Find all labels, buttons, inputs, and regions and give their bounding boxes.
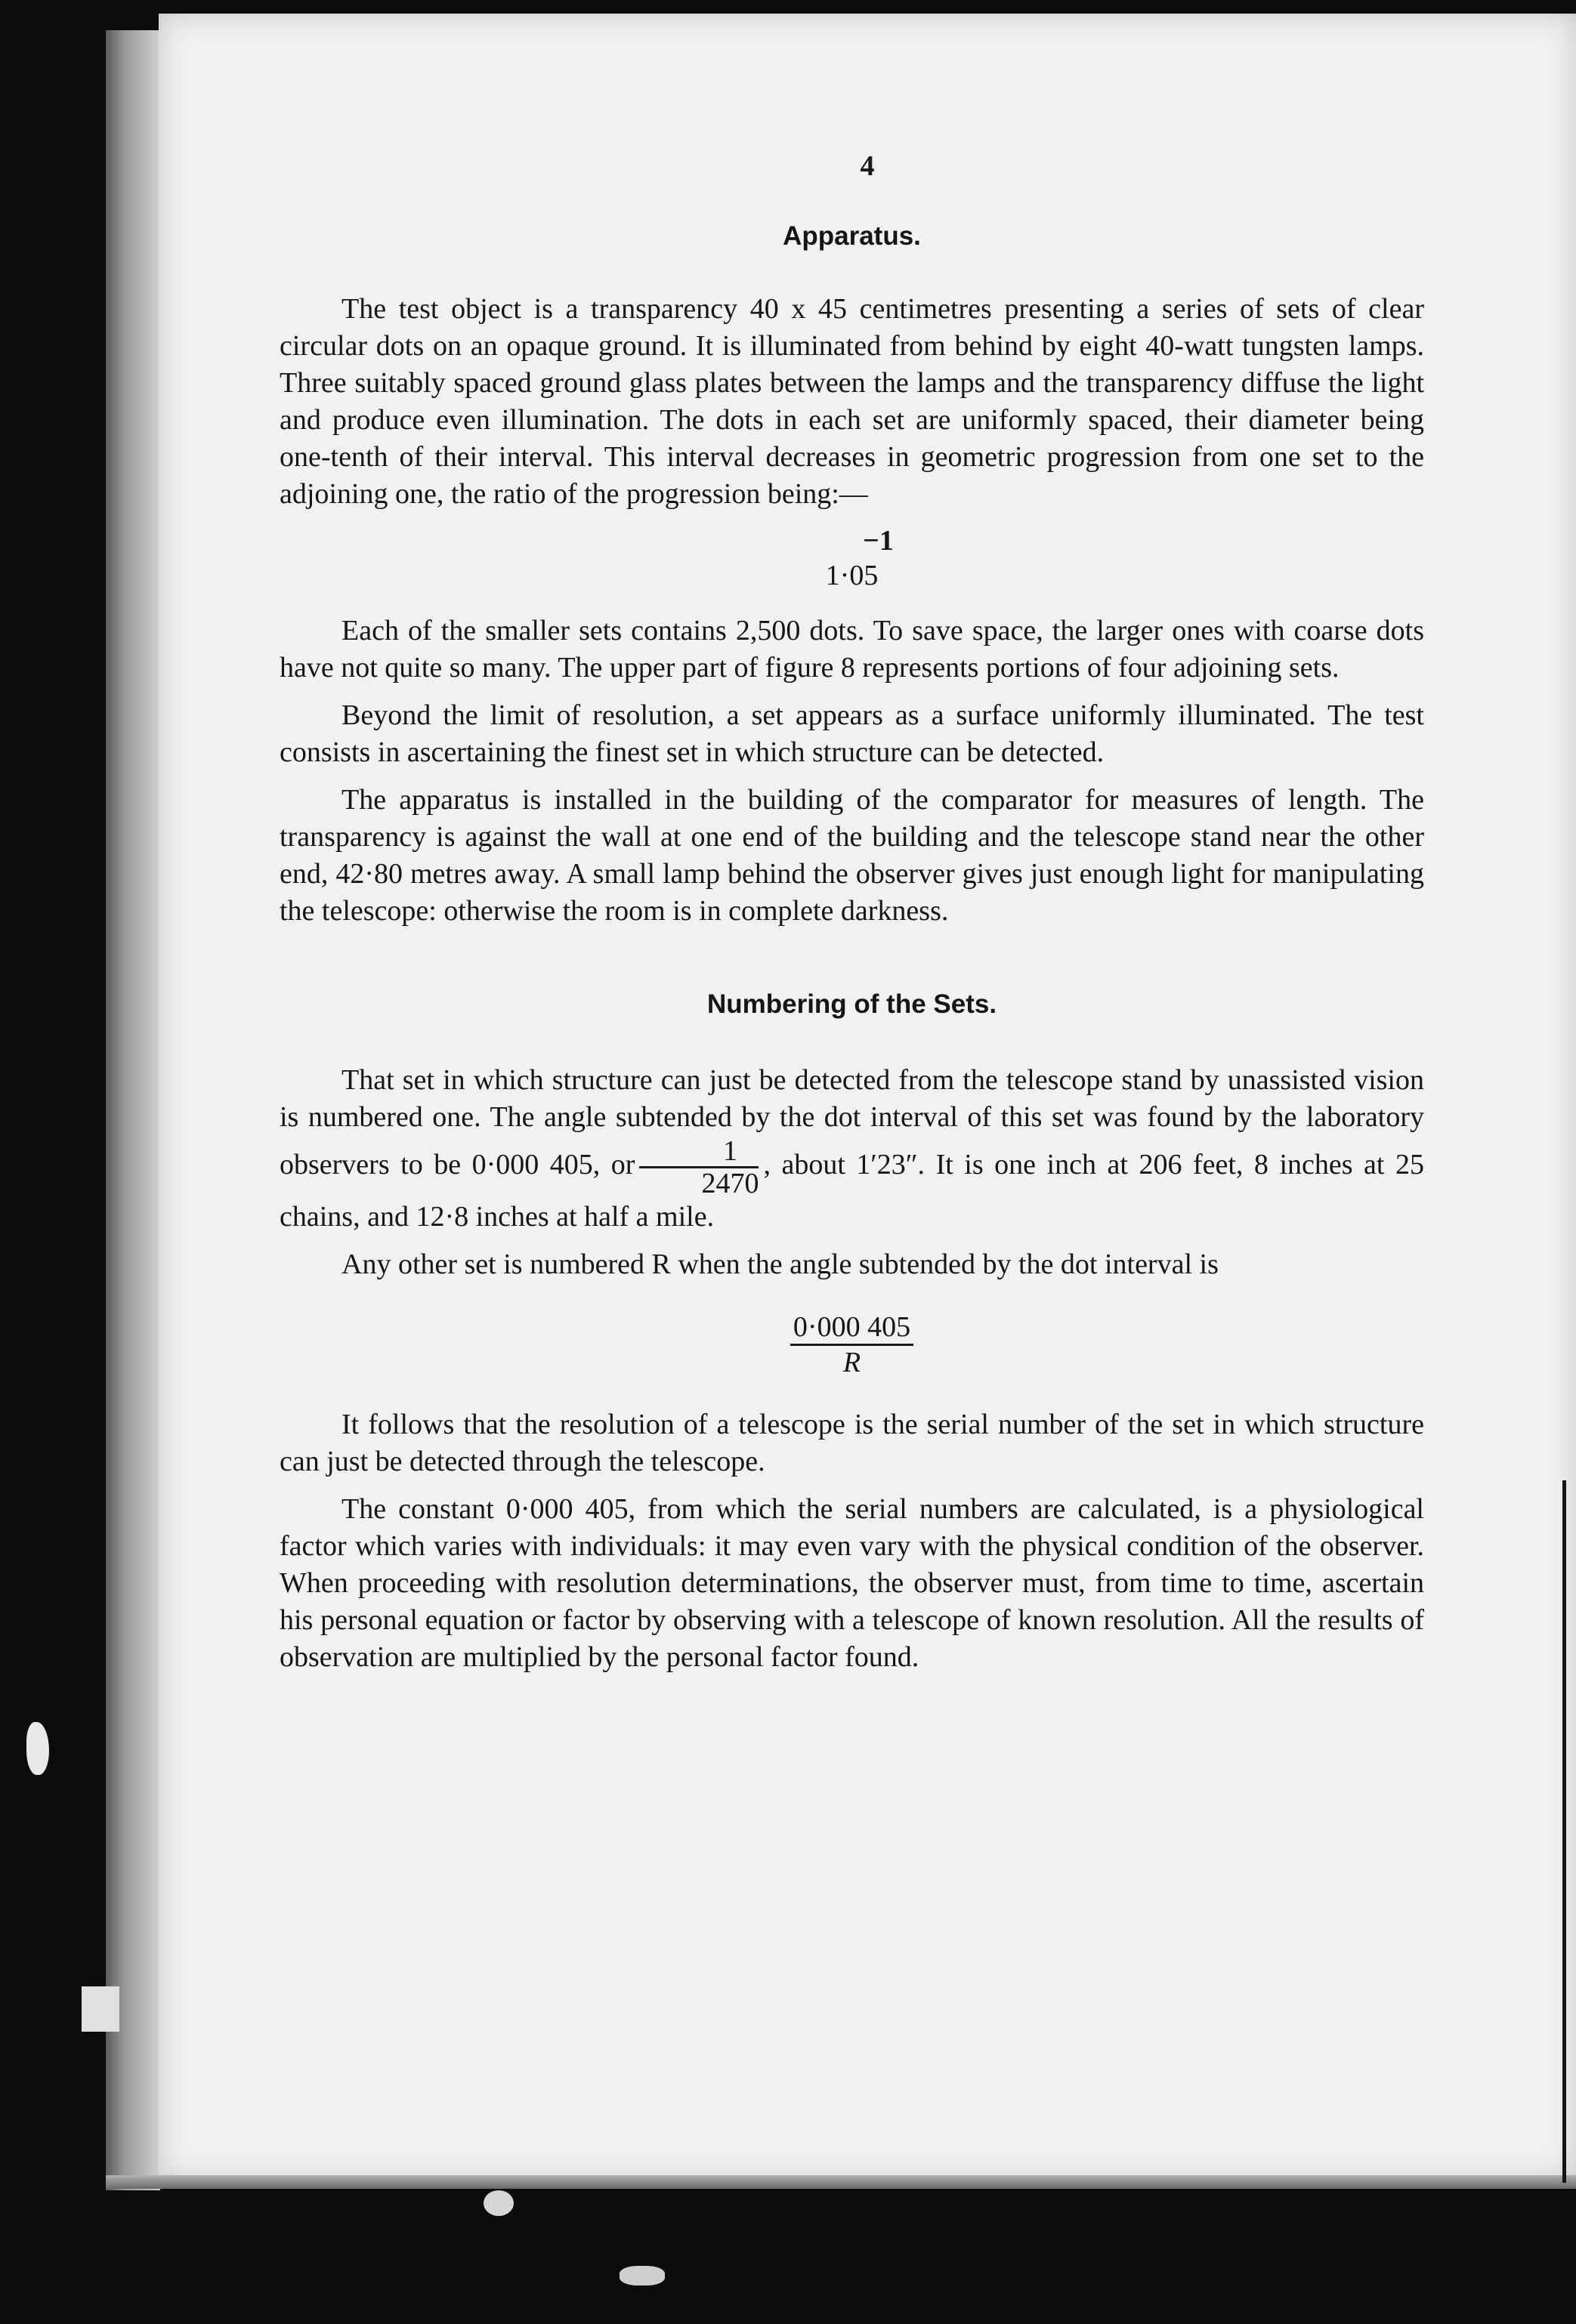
inline-fraction-numerator: 1 <box>639 1136 759 1168</box>
numbering-paragraph-4: The constant 0·000 405, from which the serial numbers are calculated, is a physiological factor which varies with individuals: it may even vary with the physical condition of the observer. When proceeding with resolution determinations, the observer must, from time to time, ascertain his personal equation or factor by observing with a telescope of known resolution. All the results of observation are multiplied by the personal factor found. <box>280 1493 1424 1673</box>
ratio-exponent: −1 <box>863 525 894 557</box>
ratio-base: 1·05 <box>825 560 879 591</box>
numbering-paragraph-2: Any other set is numbered R when the angle subtended by the dot interval is <box>341 1248 1219 1280</box>
section-heading-numbering: Numbering of the Sets. <box>706 989 997 1019</box>
angle-fraction-denominator: R <box>842 1347 861 1378</box>
section-heading-apparatus: Apparatus. <box>783 221 921 251</box>
inline-fraction-denominator: 2470 <box>701 1168 759 1199</box>
apparatus-paragraph-1: The test object is a transparency 40 x 45 centimetres presenting a series of sets of clear circular dots on an opaque ground. It is illuminated from behind by eight 40-watt tungsten lamps. Three suitably spaced ground glass plates between the lamps and the transparency diffuse the light and produce even illumination. The dots in each set are uniformly spaced, their diameter being one-tenth of their interval. This interval decreases in geometric progression from one set to the adjoining one, the ratio of the progression being:— <box>280 293 1424 510</box>
angle-formula <box>280 1310 1424 1379</box>
document-page <box>159 14 1576 2181</box>
numbering-paragraph-3: It follows that the resolution of a telescope is the serial number of the set in which structure can just be detected through the telescope. <box>280 1409 1424 1477</box>
page-content <box>280 218 1424 1687</box>
inline-fraction <box>639 1136 759 1199</box>
numbering-paragraph-1-end: , about 1′23″. It is one inch at 206 feet, 8 inches at 25 chains, and 12·8 inches at half a mile. <box>280 1149 1424 1233</box>
apparatus-paragraph-4: The apparatus is installed in the building of the comparator for measures of length. The transparency is against the wall at one end of the building and the telescope stand near the other end, 42·80 metres away. A small lamp behind the observer gives just enough light for manipulating the telescope: otherwise the room is in complete darkness. <box>280 784 1424 927</box>
page-number: 4 <box>860 150 875 182</box>
numbering-paragraph-1-start: That set in which structure can just be detected from the telescope stand by unassisted vision is numbered one. The angle subtended by the dot interval of this set was found by the laboratory observers to be 0·000 405, or <box>280 1064 1424 1181</box>
ratio-formula <box>280 523 1424 593</box>
apparatus-paragraph-3: Beyond the limit of resolution, a set appears as a surface uniformly illuminated. The test consists in ascertaining the finest set in which structure can be detected. <box>280 699 1424 768</box>
scan-left-edge <box>106 30 160 2190</box>
angle-fraction-numerator: 0·000 405 <box>790 1310 913 1346</box>
scan-artifact <box>26 1722 49 1775</box>
numbering-paragraph-1 <box>280 1062 1424 1236</box>
scan-right-rule <box>1562 1480 1566 2183</box>
angle-fraction <box>790 1310 913 1379</box>
scan-artifact <box>620 2266 665 2285</box>
scan-artifact <box>82 1986 119 2032</box>
scan-artifact <box>484 2190 514 2216</box>
apparatus-paragraph-2: Each of the smaller sets contains 2,500 dots. To save space, the larger ones with coarse dots have not quite so many. The upper part of figure 8 represents portions of four adjoining sets. <box>280 615 1424 684</box>
scan-bottom-edge <box>106 2175 1576 2189</box>
